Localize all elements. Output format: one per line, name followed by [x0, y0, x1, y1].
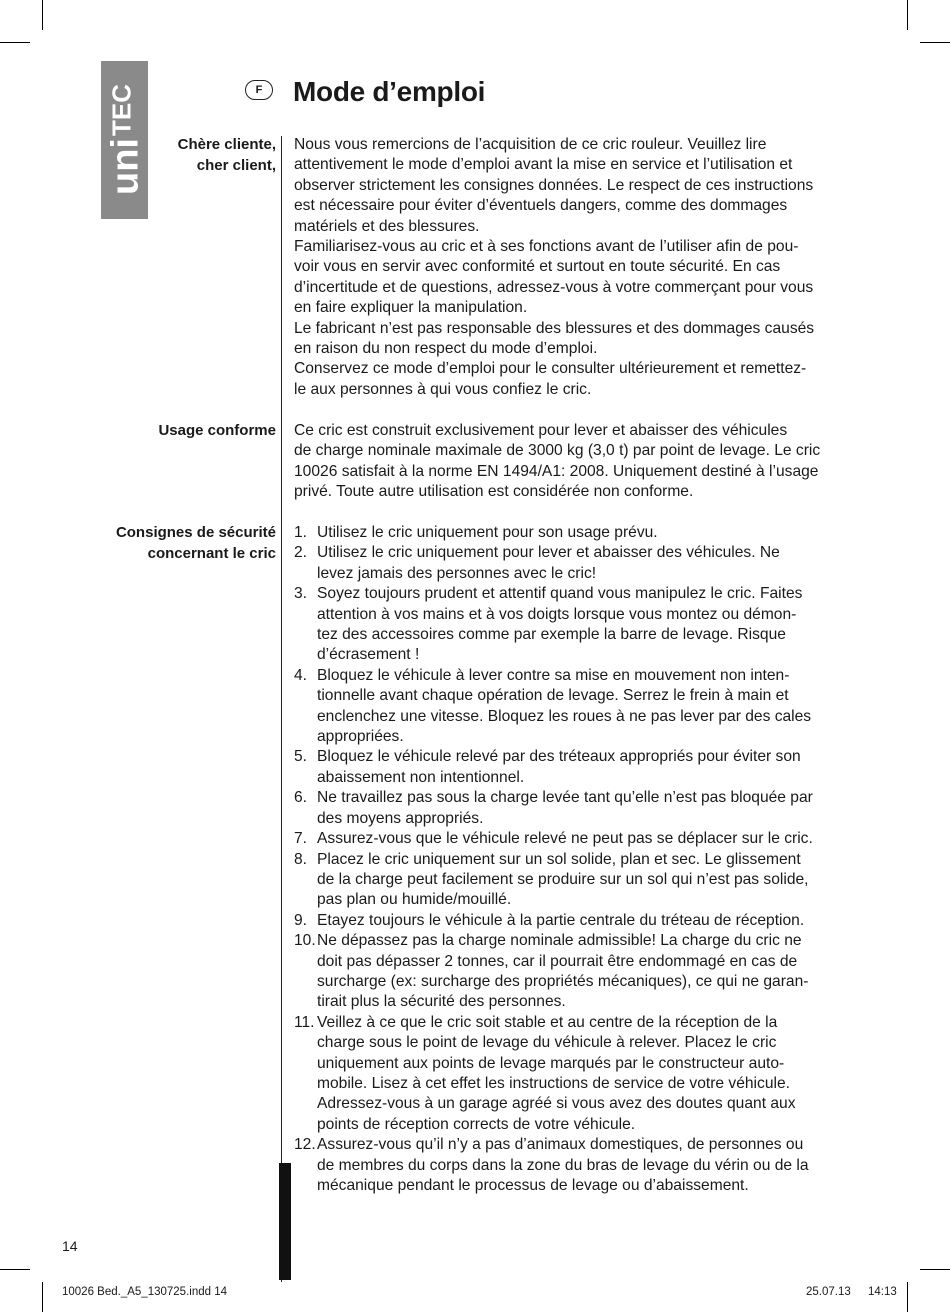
section-label-safety: [116, 523, 276, 564]
safety-item-number: 5.: [294, 748, 308, 766]
text-line: en raison du non respect du mode d’emploi.: [294, 340, 598, 358]
safety-item-line: Soyez toujours prudent et attentif quand vous manipulez le cric. Faites: [317, 585, 803, 603]
safety-item-line: Utilisez le cric uniquement pour lever et abaisser des véhicules. Ne: [317, 544, 780, 562]
safety-item-number: 2.: [294, 544, 308, 562]
crop-mark-bottom-left-v: [42, 1282, 43, 1312]
safety-item-number: 4.: [294, 666, 308, 684]
crop-mark-bottom-right-h: [920, 1269, 950, 1270]
safety-item-line: mécanique pendant le processus de levage ou d’abaissement.: [317, 1177, 749, 1194]
brand-logo: [101, 61, 148, 219]
label-line: Chère cliente,: [177, 136, 276, 153]
safety-item-line: Placez le cric uniquement sur un sol solide, plan et sec. Le glissement: [317, 850, 801, 868]
label-line: Usage conforme: [158, 422, 276, 439]
text-line: Nous vous remercions de l’acquisition de ce cric rouleur. Veuillez lire: [294, 136, 767, 153]
safety-item-line: Assurez-vous que le véhicule relevé ne peut pas se déplacer sur le cric.: [317, 830, 813, 848]
safety-item-line: enclenchez une vitesse. Bloquez les roues à ne pas lever par des cales: [317, 707, 812, 725]
text-line: attentivement le mode d’emploi avant la mise en service et l’utilisation et: [294, 156, 793, 174]
text-line: observer strictement les consignes données. Le respect de ces instructions: [294, 176, 814, 194]
safety-item-line: Ne travaillez pas sous la charge levée tant qu’elle n’est pas bloquée par: [317, 789, 813, 807]
crop-mark-bottom-right-v: [907, 1282, 908, 1312]
text-line: est nécessaire pour éviter d’éventuels dangers, comme des dommages: [294, 197, 788, 215]
safety-item: [294, 666, 874, 748]
safety-item-line: doit pas dépasser 2 tonnes, car il pourrait être endommagé en cas de: [317, 952, 798, 970]
safety-item-line: surcharge (ex: surcharge des propriétés mécaniques), ce qui ne garan-: [317, 972, 809, 990]
safety-item: [294, 1013, 874, 1135]
safety-item-line: attention à vos mains et à vos doigts lorsque vous montez ou démon-: [317, 605, 797, 623]
safety-item-line: Assurez-vous qu’il n’y a pas d’animaux domestiques, de personnes ou: [317, 1136, 804, 1154]
safety-item-line: de la charge peut facilement se produire sur un sol qui n’est pas solide,: [317, 870, 809, 888]
text-line: Familiarisez-vous au cric et à ses fonctions avant de l’utiliser afin de pou-: [294, 238, 799, 256]
safety-item-line: des moyens appropriés.: [317, 809, 484, 827]
text-line: privé. Toute autre utilisation est considérée non conforme.: [294, 483, 694, 501]
safety-item-line: Utilisez le cric uniquement pour son usage prévu.: [317, 524, 658, 541]
text-line: Ce cric est construit exclusivement pour lever et abaisser des véhicules: [294, 422, 788, 439]
safety-item-line: pas plan ou humide/mouillé.: [317, 891, 512, 909]
page-title: Mode d’emploi: [293, 76, 486, 107]
section-label-usage: [158, 421, 276, 442]
safety-item-line: de membres du corps dans la zone du bras de levage du vérin ou de la: [317, 1156, 809, 1174]
text-line: en faire expliquer la manipulation.: [294, 299, 528, 317]
safety-item: [294, 584, 874, 666]
text-line: matériels et des blessures.: [294, 217, 480, 235]
safety-item-line: Veillez à ce que le cric soit stable et au centre de la réception de la: [317, 1013, 778, 1031]
safety-item-line: mobile. Lisez à cet effet les instructions de service de votre véhicule.: [317, 1074, 790, 1092]
intro-text: [294, 135, 874, 400]
safety-item: [294, 788, 874, 829]
safety-item-line: points de réception corrects de votre véhicule.: [317, 1115, 636, 1133]
column-divider: [281, 136, 282, 1282]
language-badge: F: [245, 80, 273, 100]
safety-item-line: appropriées.: [317, 728, 404, 746]
crop-mark-top-left-h: [0, 42, 30, 43]
safety-item-number: 9.: [294, 911, 308, 929]
text-line: 10026 satisfait à la norme EN 1494/A1: 2008. Uniquement destiné à l’usage: [294, 462, 819, 480]
footer-file: 10026 Bed._A5_130725.indd 14: [62, 1286, 227, 1298]
safety-item-line: Ne dépassez pas la charge nominale admissible! La charge du cric ne: [317, 932, 802, 950]
safety-item-line: charge sous le point de levage du véhicule à relever. Placez le cric: [317, 1034, 777, 1052]
text-line: voir vous en servir avec conformité et surtout en toute sécurité. En cas: [294, 258, 781, 276]
safety-item-line: uniquement aux points de levage marqués par le constructeur auto-: [317, 1054, 785, 1072]
safety-item: [294, 931, 874, 1013]
footer-date: 25.07.13: [806, 1286, 851, 1298]
crop-mark-top-right-h: [920, 42, 950, 43]
safety-item-number: 8.: [294, 850, 308, 868]
safety-list: [294, 523, 874, 1196]
safety-item: [294, 747, 874, 788]
crop-mark-bottom-left-h: [0, 1269, 30, 1270]
text-line: de charge nominale maximale de 3000 kg (3,0 t) par point de levage. Le cric: [294, 442, 821, 460]
text-line: Le fabricant n’est pas responsable des blessures et des dommages causés: [294, 319, 815, 337]
text-line: Conservez ce mode d’emploi pour le consulter ultérieurement et remettez-: [294, 360, 807, 378]
safety-item-number: 7.: [294, 830, 308, 848]
brand-wordmark: [102, 61, 149, 219]
safety-item-number: 3.: [294, 585, 308, 603]
footer-time: 14:13: [868, 1286, 897, 1298]
safety-item-number: 12.: [294, 1136, 316, 1154]
safety-item-line: tionnelle avant chaque opération de levage. Serrez le frein à main et: [317, 687, 789, 705]
safety-item-line: abaissement non intentionnel.: [317, 768, 525, 786]
safety-item-line: Bloquez le véhicule relevé par des tréteaux appropriés pour éviter son: [317, 748, 801, 766]
label-line: cher client,: [196, 156, 276, 174]
safety-item-line: Adressez-vous à un garage agréé si vous avez des doutes quant aux: [317, 1095, 796, 1113]
safety-item-line: tez des accessoires comme par exemple la barre de levage. Risque: [317, 626, 786, 644]
brand-name-part2: TEC: [106, 84, 136, 137]
safety-item-line: d’écrasement !: [317, 646, 420, 664]
text-line: le aux personnes à qui vous confiez le cric.: [294, 380, 592, 398]
safety-item-number: 1.: [294, 524, 308, 541]
safety-item-number: 10.: [294, 932, 316, 950]
column-divider-thick: [279, 1163, 291, 1280]
usage-text: [294, 421, 874, 503]
label-line: Consignes de sécurité: [115, 524, 276, 541]
safety-item-number: 11.: [294, 1013, 315, 1031]
safety-item: [294, 911, 874, 931]
safety-item-line: Etayez toujours le véhicule à la partie centrale du tréteau de réception.: [317, 911, 805, 929]
safety-item: [294, 523, 874, 543]
safety-item: [294, 1135, 874, 1196]
section-label-greeting: [178, 135, 276, 176]
label-line: concernant le cric: [147, 544, 276, 562]
crop-mark-top-right-v: [907, 0, 908, 30]
safety-item-number: 6.: [294, 789, 308, 807]
brand-name-part1: uni: [104, 138, 146, 195]
safety-item-line: Bloquez le véhicule à lever contre sa mise en mouvement non inten-: [317, 666, 790, 684]
safety-item-line: tirait plus la sécurité des personnes.: [317, 993, 566, 1011]
safety-item: [294, 829, 874, 849]
safety-item: [294, 850, 874, 911]
text-line: d’incertitude et de questions, adressez-vous à votre commerçant pour vous: [294, 278, 814, 296]
crop-mark-top-left-v: [42, 0, 43, 30]
safety-item: [294, 543, 874, 584]
page-number: 14: [62, 1238, 78, 1254]
safety-item-line: levez jamais des personnes avec le cric!: [317, 564, 597, 582]
